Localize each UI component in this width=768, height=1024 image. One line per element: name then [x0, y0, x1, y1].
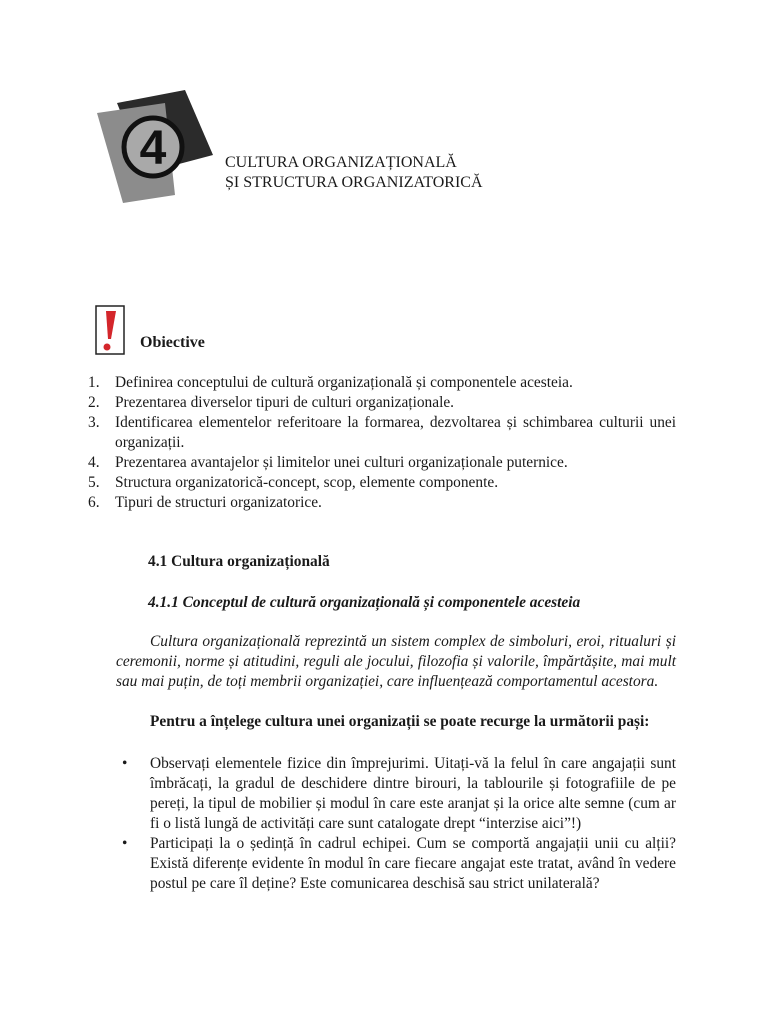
objective-number: 2.: [88, 394, 100, 411]
section-heading: 4.1 Cultura organizațională: [148, 553, 330, 570]
objective-text: Tipuri de structuri organizatorice.: [115, 494, 322, 511]
objectives-heading: Obiective: [140, 334, 205, 351]
objectives-list: [88, 373, 676, 513]
bullet-icon: •: [122, 755, 128, 772]
objective-item: [88, 453, 676, 473]
objective-text: Prezentarea diverselor tipuri de culturi organizaționale.: [115, 394, 455, 411]
objective-item: [88, 493, 676, 513]
bullet-icon: •: [122, 835, 128, 852]
objective-number: 6.: [88, 494, 100, 511]
steps-bullet-list: [116, 754, 676, 894]
bullet-text: Observați elementele fizice din împrejurimi. Uitați-vă la felul în care angajații sunt îmbrăcați, la gradul de deschidere dintre birouri, la tablourile și fotografiile de pe pereți, la tipul de mobilier și modul în care este aranjat și la orice alte semne (cum ar fi o listă lungă de activități care sunt catalogate drept “interzise aici”!): [150, 755, 676, 832]
objective-text: Definirea conceptului de cultură organizațională și componentele acesteia.: [115, 374, 573, 391]
objective-number: 4.: [88, 454, 100, 471]
objective-item: [88, 413, 676, 453]
objective-text: Structura organizatorică-concept, scop, elemente componente.: [115, 474, 499, 491]
objective-number: 5.: [88, 474, 100, 491]
subsection-heading: 4.1.1 Conceptul de cultură organizațională și componentele acesteia: [148, 594, 581, 611]
definition-paragraph: Cultura organizațională reprezintă un sistem complex de simboluri, eroi, ritualuri și ceremonii, norme și atitudini, reguli ale jocului, filozofia și valorile, împărtășite, mai mult sau mai puțin, de toți membrii organizației, care influențează comportamentul acestora.: [116, 633, 676, 690]
objective-item: [88, 473, 676, 493]
objective-item: [88, 393, 676, 413]
chapter-number-emblem: [95, 85, 215, 205]
bullet-item: [116, 834, 676, 894]
chapter-number: 4: [139, 122, 167, 175]
objective-number: 1.: [88, 374, 100, 391]
exclamation-icon: [95, 305, 125, 355]
objective-number: 3.: [88, 414, 100, 431]
steps-intro-paragraph: Pentru a înțelege cultura unei organizații se poate recurge la următorii pași:: [150, 713, 650, 730]
objective-text: Prezentarea avantajelor și limitelor unei culturi organizaționale puternice.: [115, 454, 568, 471]
objective-item: [88, 373, 676, 393]
chapter-title-line-1: CULTURA ORGANIZAȚIONALĂ: [225, 154, 457, 171]
chapter-title-line-2: ȘI STRUCTURA ORGANIZATORICĂ: [225, 174, 483, 191]
bullet-item: [116, 754, 676, 834]
objective-text: Identificarea elementelor referitoare la formarea, dezvoltarea și schimbarea culturii unei organizații.: [115, 414, 676, 451]
bullet-text: Participați la o ședință în cadrul echipei. Cum se comportă angajații unii cu alții? Există diferențe evidente în modul în care fiecare angajat este tratat, având în vedere postul pe care îl deține? Este comunicarea deschisă sau strict unilaterală?: [150, 835, 676, 892]
